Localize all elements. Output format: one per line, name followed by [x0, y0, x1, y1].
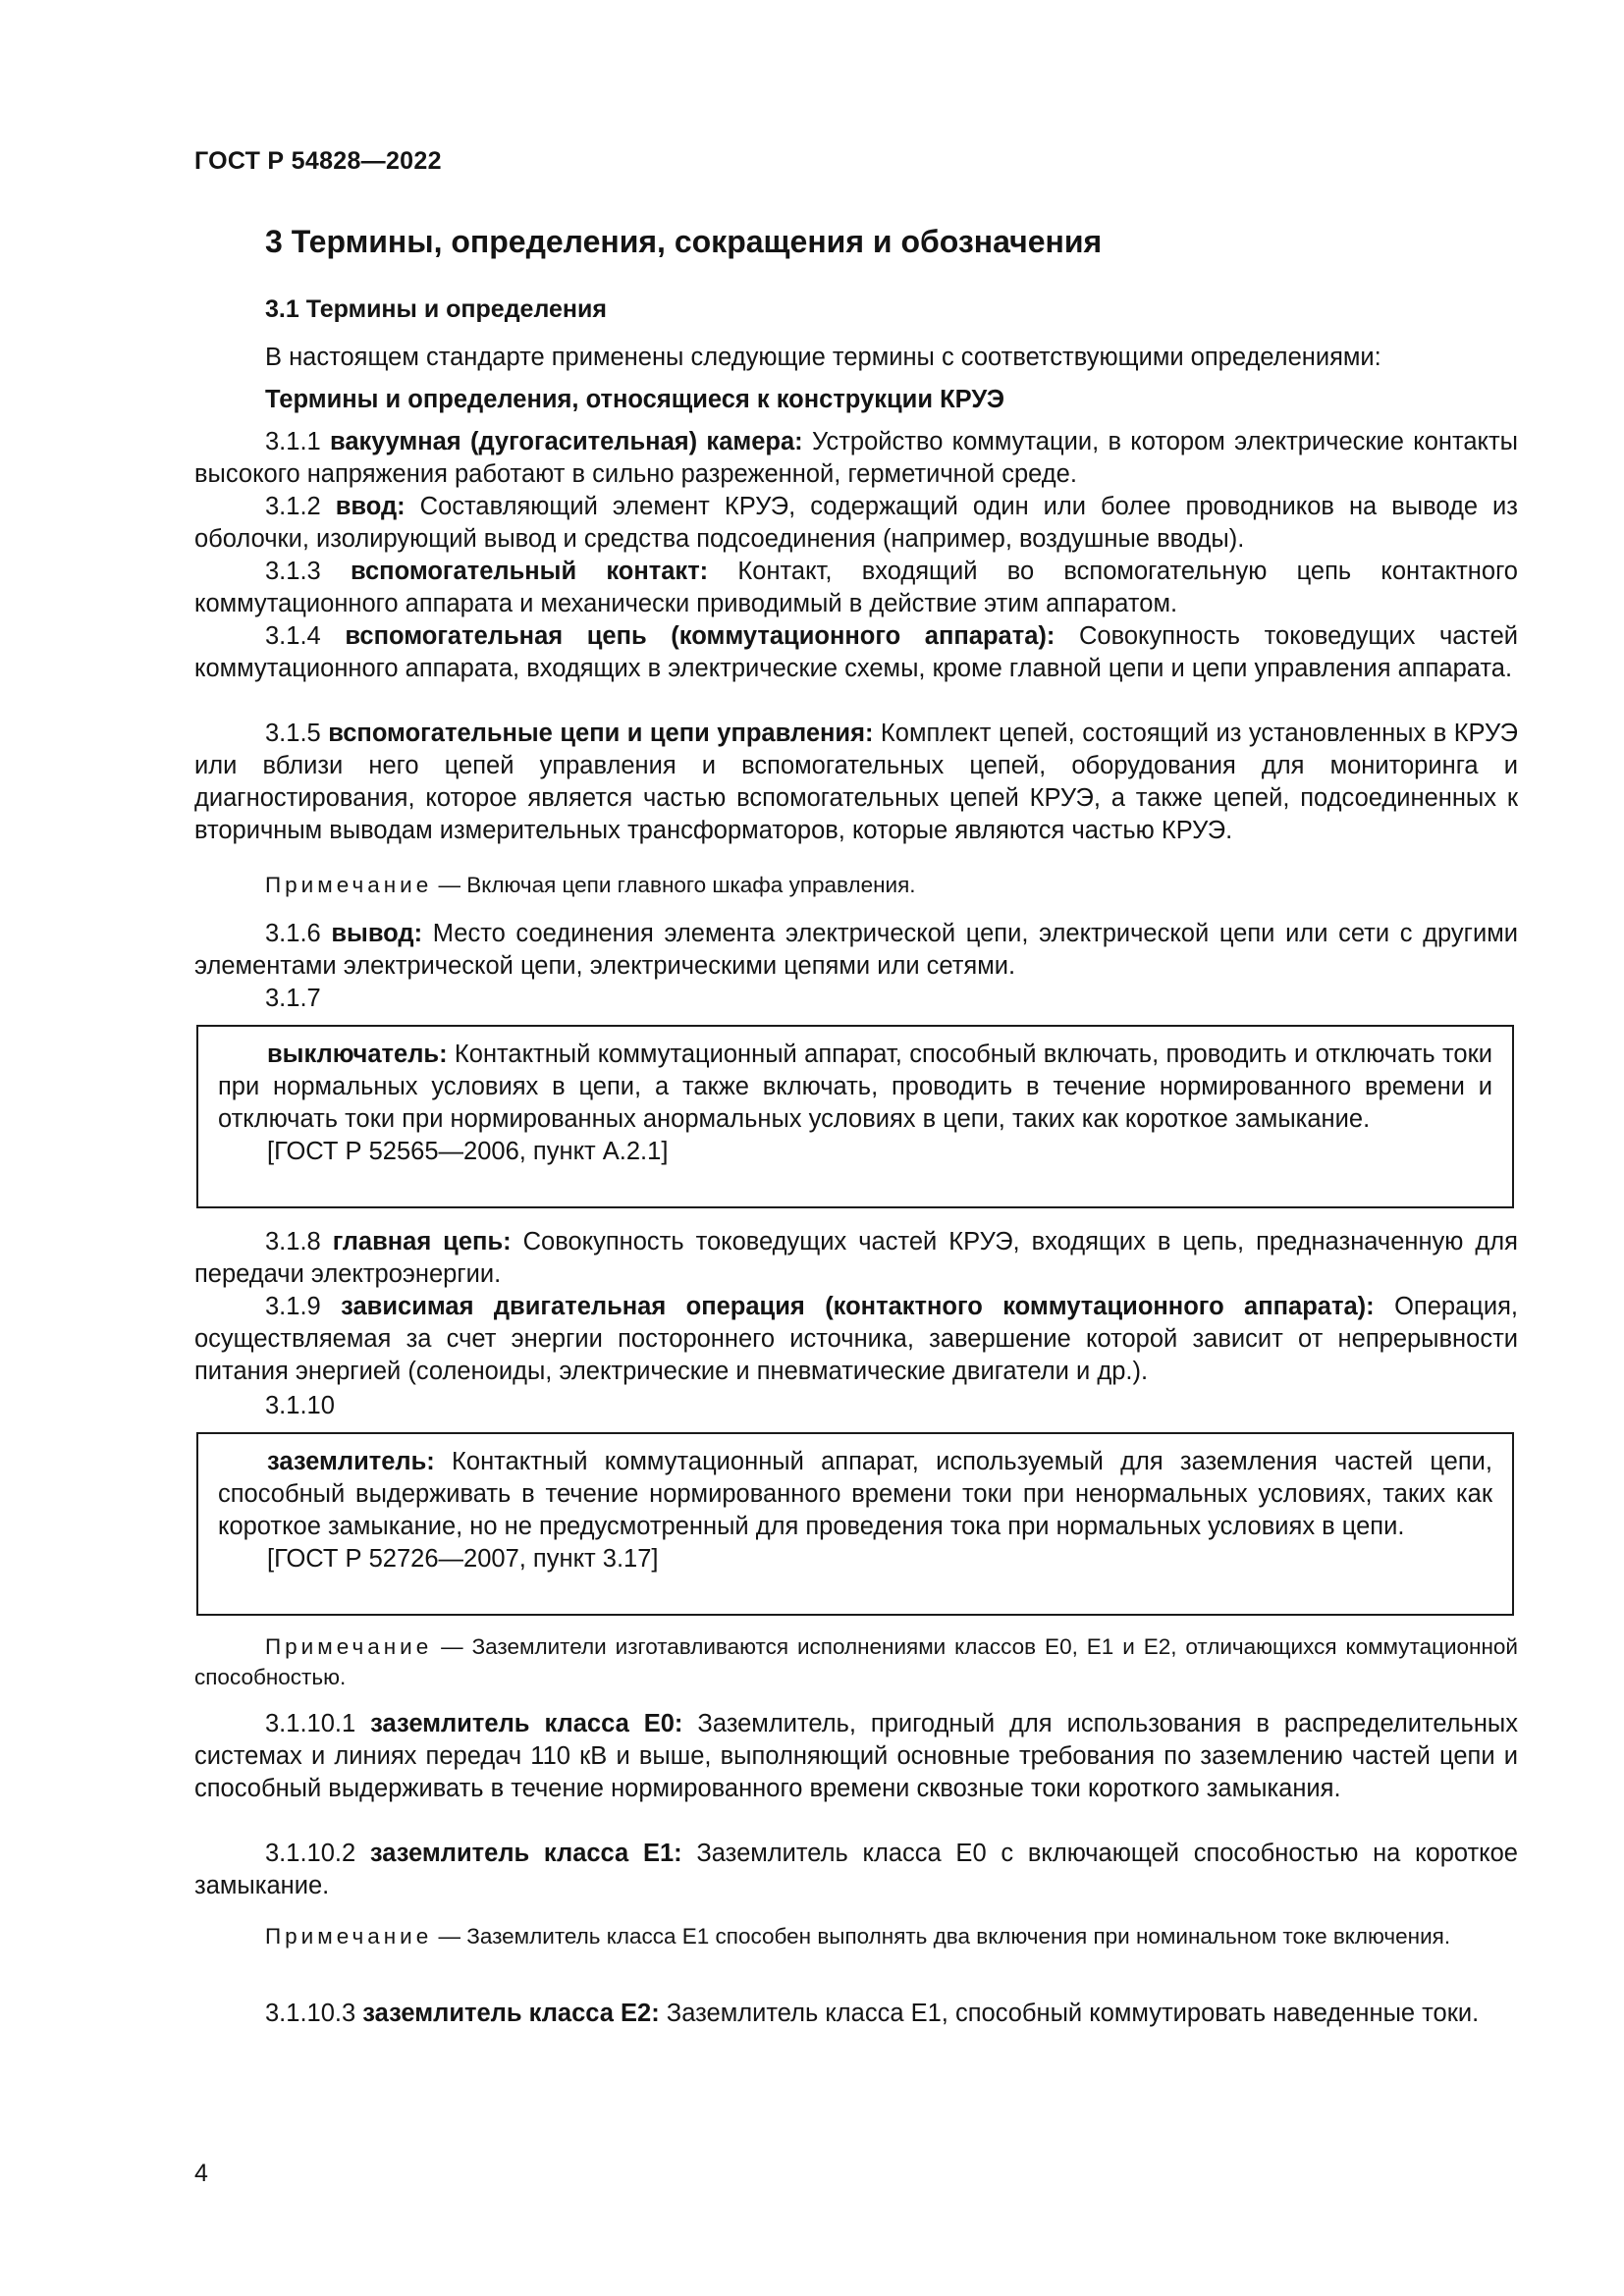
term-number-3-1-7: 3.1.7 — [265, 985, 321, 1012]
term-definition: Совокупность токоведущих частей КРУЭ, входящих в цепь, предназначенную для передачи электроэнергии. — [194, 1228, 1518, 1288]
note-2 — [194, 1631, 1518, 1692]
term-number: 3.1.2 — [265, 493, 336, 520]
term-number: 3.1.3 — [265, 558, 351, 585]
term-number: 3.1.9 — [265, 1293, 342, 1320]
term-name: заземлитель класса Е0: — [370, 1710, 683, 1737]
term-definition: Контактный коммутационный аппарат, способный включать, проводить и отключать токи при нормальных условиях в цепи, а также включать, проводить в течение нормированного времени и отключать токи при нормированных анормальных условиях в цепи, таких как короткое замыкание. — [218, 1041, 1492, 1133]
term-3-1-2 — [194, 491, 1518, 556]
term-name: вспомогательный контакт: — [350, 558, 709, 585]
term-name: выключатель: — [267, 1041, 448, 1068]
term-definition: Заземлитель, пригодный для использования в распределительных системах и линиях передач 110 кВ и выше, выполняющий основные требования по заземлению частей цепи и способный выдерживать в течение нормированного времени сквозные токи короткого замыкания. — [194, 1710, 1519, 1802]
note-text: — Заземлитель класса Е1 способен выполнять два включения при номинальном токе включения. — [432, 1924, 1451, 1949]
page-number: 4 — [194, 2160, 208, 2187]
term-number: 3.1.5 — [265, 720, 329, 747]
document-header: ГОСТ Р 54828—2022 — [194, 147, 442, 175]
term-name: заземлитель: — [267, 1448, 435, 1475]
intro-text: В настоящем стандарте применены следующие термины с соответствующими определениями: — [265, 344, 1381, 371]
note-label: Примечание — [265, 873, 433, 897]
note-text: — Заземлители изготавливаются исполнениями классов Е0, Е1 и Е2, отличающихся коммутационной способностью. — [194, 1634, 1518, 1689]
term-name: заземлитель класса Е1: — [369, 1840, 682, 1867]
term-3-1-5 — [194, 718, 1518, 847]
term-3-1-1 — [194, 426, 1518, 491]
term-definition: Контакт, входящий во вспомогательную цепь контактного коммутационного аппарата и механически приводимый в действие этим аппаратом. — [194, 558, 1518, 617]
term-definition: Совокупность токоведущих частей коммутационного аппарата, входящих в электрические схемы, кроме главной цепи и цепи управления аппарата. — [194, 622, 1518, 682]
term-3-1-3 — [194, 556, 1518, 620]
term-name: вспомогательные цепи и цепи управления: — [328, 720, 874, 747]
term-number: 3.1.10.3 — [265, 2000, 363, 2027]
term-name: зависимая двигательная операция (контактного коммутационного аппарата): — [341, 1293, 1375, 1320]
term-3-1-10-1 — [194, 1708, 1518, 1805]
term-name: главная цепь: — [332, 1228, 512, 1255]
term-definition: Операция, осуществляемая за счет энергии постороннего источника, завершение которой зависит от непрерывности питания энергией (соленоиды, электрические и пневматические двигатели и др.). — [194, 1293, 1518, 1385]
term-definition: Место соединения элемента электрической цепи, электрической цепи или сети с другими элементами электрической цепи, электрическими цепями или сетями. — [194, 920, 1518, 980]
term-box-3-1-7 — [196, 1025, 1514, 1208]
term-source: [ГОСТ Р 52726—2007, пункт 3.17] — [267, 1545, 659, 1573]
term-name: вакуумная (дугогасительная) камера: — [330, 428, 803, 455]
term-number: 3.1.1 — [265, 428, 331, 455]
term-definition: Контактный коммутационный аппарат, используемый для заземления частей цепи, способный выдерживать в течение нормированного времени токи при ненормальных условиях, таких как короткое замыкание, но не предусмотренный для проведения тока при нормальных условиях в цепи. — [218, 1448, 1492, 1540]
note-label: Примечание — [265, 1634, 433, 1659]
term-name: вывод: — [331, 920, 423, 947]
term-3-1-10 — [218, 1446, 1492, 1543]
term-name: заземлитель класса Е2: — [362, 2000, 660, 2027]
note-1 — [194, 870, 1518, 900]
section-title: 3 Термины, определения, сокращения и обозначения — [265, 224, 1103, 259]
term-3-1-6 — [194, 918, 1518, 983]
term-box-3-1-10 — [196, 1432, 1514, 1616]
term-number-3-1-10: 3.1.10 — [265, 1392, 335, 1419]
term-definition: Комплект цепей, состоящий из установленных в КРУЭ или вблизи него цепей управления и вспомогательных цепей, оборудования для мониторинга и диагностирования, которое является частью вспомогательных цепей КРУЭ, а также цепей, подсоединенных к вторичным выводам измерительных трансформаторов, которые являются частью КРУЭ. — [194, 720, 1518, 844]
subsection-title: 3.1 Термины и определения — [265, 295, 607, 323]
note-3 — [194, 1921, 1518, 1951]
term-number: 3.1.8 — [265, 1228, 333, 1255]
term-definition: Составляющий элемент КРУЭ, содержащий один или более проводников на выводе из оболочки, изолирующий вывод и средства подсоединения (например, воздушные вводы). — [194, 493, 1518, 553]
term-3-1-4 — [194, 620, 1518, 685]
group-heading: Термины и определения, относящиеся к конструкции КРУЭ — [265, 386, 1005, 413]
term-number: 3.1.10.1 — [265, 1710, 371, 1737]
term-definition: Заземлитель класса Е0 с включающей способностью на короткое замыкание. — [194, 1840, 1518, 1899]
term-definition: Заземлитель класса Е1, способный коммутировать наведенные токи. — [659, 2000, 1480, 2027]
term-name: ввод: — [335, 493, 406, 520]
term-3-1-7 — [218, 1039, 1492, 1136]
term-definition: Устройство коммутации, в котором электрические контакты высокого напряжения работают в сильно разреженной, герметичной среде. — [194, 428, 1518, 488]
term-number: 3.1.6 — [265, 920, 332, 947]
term-3-1-10-3 — [194, 1998, 1518, 2030]
term-3-1-8 — [194, 1226, 1518, 1291]
term-3-1-10-2 — [194, 1838, 1518, 1902]
note-text: — Включая цепи главного шкафа управления. — [432, 873, 916, 897]
term-name: вспомогательная цепь (коммутационного аппарата): — [345, 622, 1056, 650]
term-source: [ГОСТ Р 52565—2006, пункт А.2.1] — [267, 1138, 669, 1165]
term-3-1-9 — [194, 1291, 1518, 1388]
note-label: Примечание — [265, 1924, 433, 1949]
term-number: 3.1.10.2 — [265, 1840, 370, 1867]
term-number: 3.1.4 — [265, 622, 346, 650]
